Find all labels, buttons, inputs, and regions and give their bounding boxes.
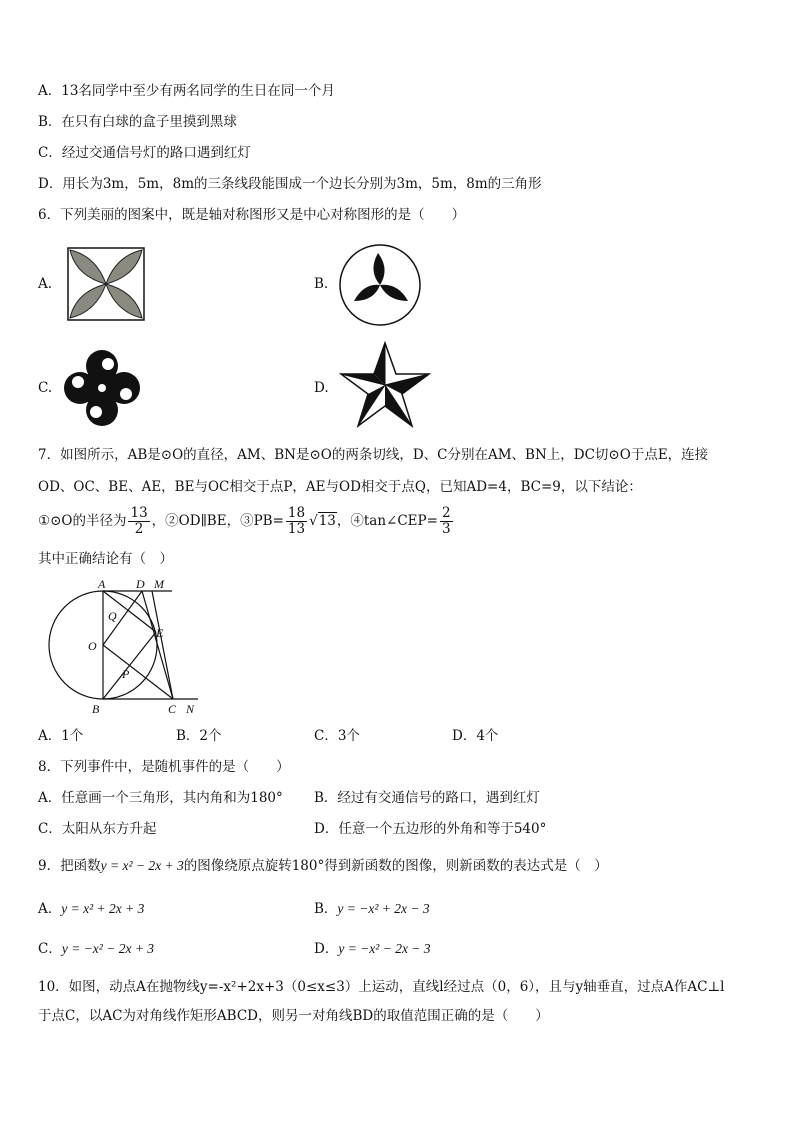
q7-c1-prefix: ①⊙O的半径为 <box>38 513 127 529</box>
q7-label-o: O <box>88 639 97 653</box>
q6-stem: 6．下列美丽的图案中，既是轴对称图形又是中心对称图形的是（ ） <box>38 207 466 223</box>
q6-label-d: D. <box>314 380 329 396</box>
q7-option-b: B．2个 <box>176 728 222 744</box>
q7-c4-prefix: ，④tan∠CEP= <box>336 513 438 529</box>
q8-option-c: C．太阳从东方升起 <box>38 821 157 837</box>
q10-line1: 10．如图，动点A在抛物线y=-x²+2x+3（0≤x≤3）上运动，直线l经过点（0，6），且与y轴垂直，过点A作AC⊥l <box>38 979 725 995</box>
q7-label-e: E <box>156 626 164 640</box>
q7-label-c: C <box>168 702 177 716</box>
q8-option-d: D．任意一个五边形的外角和等于540° <box>314 821 547 837</box>
q9-function: y = x² − 2x + 3 <box>100 858 184 873</box>
q7-label-a: A <box>98 577 106 591</box>
q5-option-a: A．13名同学中至少有两名同学的生日在同一个月 <box>38 83 335 99</box>
q5-option-d: D．用长为3m，5m，8m的三条线段能围成一个边长分别为3m，5m，8m的三角形 <box>38 176 542 192</box>
q7-stem-line1: 7．如图所示，AB是⊙O的直径，AM、BN是⊙O的两条切线，D、C分别在AM、BN上，DC切⊙O于点E，连接 <box>38 447 709 463</box>
q9-degree: 180° <box>291 858 325 874</box>
q9-option-c: C．y = −x² − 2x + 3 <box>38 941 155 957</box>
q7-stem-line2: OD、OC、BE、AE，BE与OC相交于点P，AE与OD相交于点Q，已知AD=4，BC=9，以下结论： <box>38 479 642 495</box>
q8-option-b: B．经过有交通信号的路口，遇到红灯 <box>314 790 540 806</box>
q8-stem: 8．下列事件中，是随机事件的是（ ） <box>38 759 290 775</box>
q7-option-a: A．1个 <box>38 728 84 744</box>
q7-option-c: C．3个 <box>314 728 360 744</box>
q9-option-d: D．y = −x² − 2x − 3 <box>314 941 431 957</box>
q6-figure-c <box>60 346 144 430</box>
q8-option-a: A．任意画一个三角形，其内角和为180° <box>38 790 283 806</box>
q7-label-n: N <box>186 702 195 716</box>
q7-option-d: D．4个 <box>452 728 499 744</box>
q9-stem: 9．把函数y = x² − 2x + 3的图像绕原点旋转180°得到新函数的图像，则新函数的表达式是（ ） <box>38 858 608 874</box>
q7-geometry-figure <box>40 576 210 718</box>
q5-option-c: C．经过交通信号灯的路口遇到红灯 <box>38 145 251 161</box>
q6-figure-a <box>66 246 146 322</box>
q5-option-b: B．在只有白球的盒子里摸到黑球 <box>38 114 237 130</box>
q7-ask: 其中正确结论有（ ） <box>38 551 173 567</box>
q10-line2: 于点C，以AC为对角线作矩形ABCD，则另一对角线BD的取值范围正确的是（ ） <box>38 1008 549 1024</box>
q7-conclusions <box>38 503 455 539</box>
q7-c4-fraction: $\frac{2}{3}$ <box>441 505 451 537</box>
q9-option-b: B．y = −x² + 2x − 3 <box>314 901 430 917</box>
q7-label-q: Q <box>108 609 117 623</box>
q6-label-a: A. <box>38 276 53 292</box>
q7-c3-fraction: $\frac{18}{13}$ <box>287 505 306 537</box>
q7-c2: ，②OD∥BE，③PB= <box>151 513 284 529</box>
q6-figure-d <box>338 340 432 430</box>
q7-label-d: D <box>136 577 145 591</box>
q7-c1-fraction: $\frac{13}{2}$ <box>130 505 148 537</box>
q7-c3-sqrt: √13 <box>309 513 336 529</box>
q9-option-a: A．y = x² + 2x + 3 <box>38 901 145 917</box>
q7-label-b: B <box>92 702 100 716</box>
q7-label-m: M <box>154 577 164 591</box>
q7-label-p: P <box>122 667 130 681</box>
q6-label-c: C. <box>38 380 53 396</box>
q6-figure-b <box>338 243 422 327</box>
q6-label-b: B. <box>314 276 329 292</box>
